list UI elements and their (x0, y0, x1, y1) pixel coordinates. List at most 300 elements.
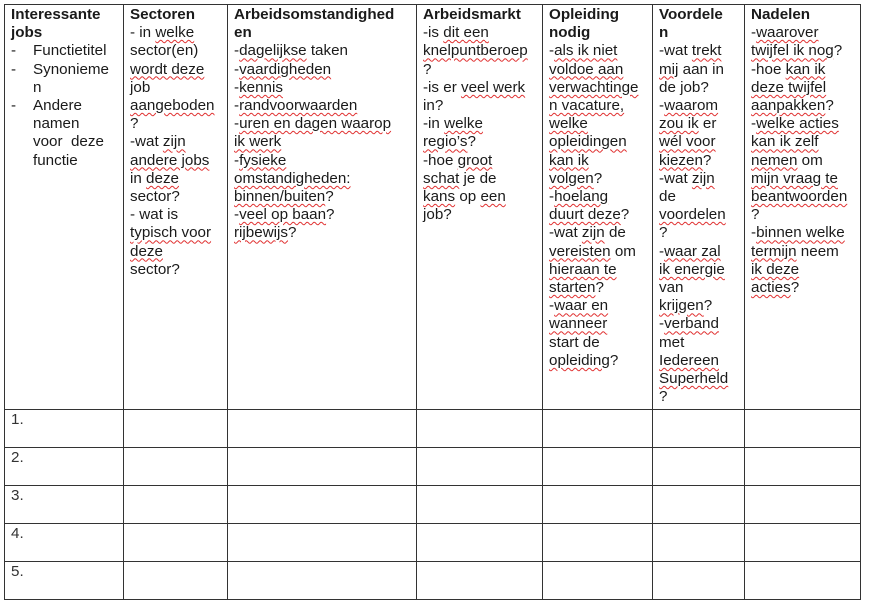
cell-text: - (234, 97, 240, 115)
cell-line (751, 42, 855, 60)
cell-text: ? (288, 224, 297, 242)
cell-line (130, 224, 222, 242)
cell-line (549, 315, 647, 333)
cell-line (751, 24, 855, 42)
table-cell[interactable] (124, 562, 228, 600)
title-line: Arbeidsomstandighed (234, 6, 395, 23)
spellcheck-flagged-text: uren en dagen waarop (239, 115, 392, 133)
table-cell[interactable] (124, 410, 228, 448)
cell-text: -wat (659, 42, 692, 60)
item-line: Functietitel (33, 42, 107, 60)
cell-text: ? (825, 97, 834, 115)
cell-line (549, 61, 647, 79)
cell-line (130, 170, 222, 188)
cell-text: ? (593, 169, 603, 187)
cell-line (549, 133, 647, 151)
cell-body (423, 24, 537, 224)
header-cell-labour-market[interactable] (417, 5, 543, 410)
cell-line (423, 115, 537, 133)
cell-text: ? (609, 351, 619, 369)
spellcheck-flagged-text: deze (146, 169, 179, 187)
list-item-text (33, 97, 104, 170)
cell-text: - (234, 206, 240, 224)
cell-line (659, 279, 739, 297)
spellcheck-flagged-text: mij (659, 60, 679, 78)
cell-text: ? (620, 206, 630, 224)
cell-line (423, 206, 537, 224)
cell-line (234, 224, 411, 242)
cell-text: je de (459, 169, 497, 187)
cell-text: -is er (423, 78, 461, 96)
cell-text: met (659, 333, 685, 351)
row-number-cell[interactable] (5, 410, 124, 448)
cell-line (549, 334, 647, 352)
cell-line (130, 188, 222, 206)
spellcheck-flagged-text: hoelang (554, 188, 609, 206)
cell-text: in (130, 169, 147, 187)
spellcheck-flagged-text: n vacature, (549, 97, 625, 115)
spellcheck-flagged-text: zijn (581, 224, 605, 242)
item-line: namen (33, 115, 80, 133)
spellcheck-flagged-text: dagelijkse (239, 42, 307, 60)
cell-line (130, 24, 222, 42)
cell-line (659, 115, 739, 133)
cell-text: op (455, 188, 481, 206)
cell-line (423, 170, 537, 188)
cell-line (659, 133, 739, 151)
cell-text: - (234, 60, 240, 78)
table-cell[interactable] (417, 524, 543, 562)
cell-line (751, 261, 855, 279)
cell-text: -wat (549, 224, 582, 242)
row-number-cell[interactable] (5, 448, 124, 486)
cell-text: -wat (659, 169, 692, 187)
cell-line (751, 115, 855, 133)
spellcheck-flagged-text: binnen welke (756, 224, 845, 242)
header-cell-working-conditions[interactable] (228, 5, 417, 410)
cell-text: ? (833, 42, 843, 60)
table-cell[interactable] (228, 486, 417, 524)
table-cell[interactable] (417, 410, 543, 448)
cell-line (234, 206, 411, 224)
cell-line (234, 188, 411, 206)
cell-line (549, 352, 647, 370)
spellcheck-flagged-text: voordelen (659, 206, 726, 224)
spellcheck-flagged-text: aangeboden (130, 97, 215, 115)
cell-line (130, 152, 222, 170)
cell-line (751, 243, 855, 261)
cell-line (130, 243, 222, 261)
column-title (659, 6, 739, 42)
cell-line (130, 206, 222, 224)
cell-line (659, 61, 739, 79)
table-cell[interactable] (543, 410, 653, 448)
cell-text: -in (423, 115, 445, 133)
cell-line (659, 206, 739, 224)
row-number: 2. (11, 449, 24, 466)
cell-text: - (234, 151, 240, 169)
jobs-table (4, 4, 861, 600)
table-cell[interactable] (124, 448, 228, 486)
spellcheck-flagged-text: twijfel ik nog (751, 42, 834, 60)
cell-text: aan in (678, 60, 725, 78)
title-line: en (234, 24, 252, 42)
spellcheck-flagged-text: omstandigheden: (234, 169, 351, 187)
spellcheck-flagged-text: waarover (756, 24, 819, 42)
spellcheck-flagged-text: krijgen (659, 297, 704, 315)
row-number-cell[interactable] (5, 486, 124, 524)
spellcheck-flagged-text: volgen (549, 169, 594, 187)
table-cell[interactable] (745, 524, 861, 562)
cell-line (659, 297, 739, 315)
header-row (5, 5, 861, 410)
header-cell-sectors[interactable] (124, 5, 228, 410)
cell-line (751, 133, 855, 151)
spellcheck-flagged-text: kiezen (659, 151, 703, 169)
table-cell[interactable] (228, 410, 417, 448)
cell-text: ? (423, 60, 432, 78)
title-line: Voordele (659, 6, 723, 23)
cell-text: - (751, 24, 757, 42)
table-row (5, 524, 861, 562)
spellcheck-flagged-text: randvoorwaarden (239, 97, 358, 115)
spellcheck-flagged-text: wél voor (659, 133, 716, 151)
cell-line (549, 297, 647, 315)
cell-text: ? (595, 279, 604, 297)
spellcheck-flagged-text: knelpuntberoep (423, 42, 528, 60)
table-cell[interactable] (745, 410, 861, 448)
cell-line (549, 279, 647, 297)
spellcheck-flagged-text: waar en (554, 297, 609, 315)
cell-line (130, 261, 222, 279)
cell-line (659, 261, 739, 279)
cell-text: ? (659, 224, 668, 242)
cell-text: de (659, 188, 676, 206)
cell-text: job (130, 78, 151, 96)
spellcheck-flagged-text: regio’s (423, 133, 468, 151)
spellcheck-flagged-text: verwachtinge (549, 78, 639, 96)
cell-text: - (659, 315, 665, 333)
cell-text: taken (306, 42, 348, 60)
spellcheck-flagged-text: welke (549, 115, 588, 133)
spellcheck-flagged-text: vereisten (549, 242, 611, 260)
header-cell-training-needed[interactable] (543, 5, 653, 410)
cell-line (751, 79, 855, 97)
cell-text: ? (751, 206, 760, 224)
spellcheck-flagged-text: zou ik (659, 115, 699, 133)
cell-line (659, 315, 739, 333)
table-cell[interactable] (417, 486, 543, 524)
column-title (751, 6, 855, 24)
table-row (5, 562, 861, 600)
cell-body (130, 24, 222, 279)
table-cell[interactable] (745, 448, 861, 486)
cell-text: neem (796, 242, 839, 260)
dash-bullet: - (11, 42, 17, 60)
list-item-text (33, 61, 109, 97)
cell-text: start de (549, 333, 600, 351)
table-cell[interactable] (417, 562, 543, 600)
list-item (11, 61, 118, 97)
spellcheck-flagged-text: zijn (162, 133, 186, 151)
cell-line (130, 79, 222, 97)
spellcheck-flagged-text: trekt (691, 42, 722, 60)
spellcheck-flagged-text: starten (549, 279, 596, 297)
row-number: 4. (11, 525, 24, 542)
cell-body (549, 42, 647, 370)
cell-text: - (659, 242, 665, 260)
cell-text: ? (790, 279, 800, 297)
spellcheck-flagged-text: opleidingen (549, 133, 627, 151)
cell-line (234, 133, 411, 151)
cell-text: - (234, 42, 240, 60)
cell-line (130, 61, 222, 79)
title-line: Sectoren (130, 6, 195, 23)
table-cell[interactable] (543, 562, 653, 600)
cell-text: - (751, 115, 757, 133)
cell-line (659, 334, 739, 352)
cell-line (234, 170, 411, 188)
table-cell[interactable] (543, 524, 653, 562)
cell-text: ? (467, 133, 476, 151)
cell-body (659, 42, 739, 406)
cell-line (234, 97, 411, 115)
spellcheck-flagged-text: een (480, 188, 506, 206)
header-cell-disadvantages[interactable] (745, 5, 861, 410)
cell-text: - in (130, 24, 156, 42)
dash-bullet: - (11, 60, 17, 78)
table-cell[interactable] (228, 524, 417, 562)
list-item (11, 42, 118, 60)
spellcheck-flagged-text: kan ik (549, 151, 589, 169)
spellcheck-flagged-text: andere jobs (130, 151, 210, 169)
table-cell[interactable] (745, 486, 861, 524)
cell-line (549, 42, 647, 60)
dash-list (11, 42, 118, 169)
cell-line (659, 152, 739, 170)
cell-text: ? (659, 388, 668, 406)
spellcheck-flagged-text: Iedereen (659, 351, 719, 369)
cell-text: de job? (659, 78, 709, 96)
item-line: voor deze (33, 133, 104, 151)
spellcheck-flagged-text: waarom (664, 97, 719, 115)
cell-text: om (610, 242, 636, 260)
cell-line (549, 170, 647, 188)
cell-line (659, 224, 739, 242)
cell-line (659, 170, 739, 188)
cell-line (130, 42, 222, 60)
cell-line (751, 97, 855, 115)
spellcheck-flagged-text: kan ik zelf (751, 133, 819, 151)
table-row (5, 410, 861, 448)
cell-line (751, 188, 855, 206)
cell-text: er (698, 115, 717, 133)
cell-text: van (659, 279, 684, 297)
spellcheck-flagged-text: mijn vraag te (751, 169, 838, 187)
column-title (234, 6, 411, 42)
cell-line (234, 79, 411, 97)
cell-text: de (604, 224, 626, 242)
cell-line (751, 224, 855, 242)
spellcheck-flagged-text: ik deze (751, 260, 800, 278)
table-cell[interactable] (543, 448, 653, 486)
table-cell[interactable] (417, 448, 543, 486)
spellcheck-flagged-text: deze twijfel (751, 78, 827, 96)
title-line: jobs (11, 24, 43, 42)
column-title (423, 6, 537, 24)
cell-line (751, 61, 855, 79)
item-line: Synonieme (33, 60, 109, 78)
spellcheck-flagged-text: ik energie (659, 260, 725, 278)
cell-text: ? (130, 115, 139, 133)
cell-text: - (234, 78, 240, 96)
table-cell[interactable] (124, 486, 228, 524)
table-row (5, 448, 861, 486)
cell-line (549, 261, 647, 279)
table-row (5, 486, 861, 524)
cell-text: job? (423, 206, 452, 224)
table-cell[interactable] (653, 524, 745, 562)
table-cell[interactable] (228, 448, 417, 486)
cell-line (423, 188, 537, 206)
cell-text: ? (325, 188, 334, 206)
spellcheck-flagged-text: schat (423, 169, 460, 187)
spellcheck-flagged-text: beantwoorden (751, 188, 848, 206)
cell-line (423, 152, 537, 170)
spellcheck-flagged-text: binnen/buiten (234, 188, 326, 206)
cell-line (549, 115, 647, 133)
cell-line (549, 152, 647, 170)
header-cell-advantages[interactable] (653, 5, 745, 410)
cell-text: ? (703, 297, 713, 315)
cell-text: -wat (130, 133, 163, 151)
column-title (11, 6, 118, 42)
cell-text: sector(en) (130, 42, 199, 60)
cell-line (423, 61, 537, 79)
spellcheck-flagged-text: hieraan te (549, 260, 617, 278)
table-cell[interactable] (228, 562, 417, 600)
spellcheck-flagged-text: deze (130, 242, 163, 260)
spellcheck-flagged-text: welke acties (756, 115, 839, 133)
row-number-cell[interactable] (5, 562, 124, 600)
cell-line (234, 115, 411, 133)
spellcheck-flagged-text: waar zal (664, 242, 721, 260)
spellcheck-flagged-text: aanpakken (751, 97, 826, 115)
spellcheck-flagged-text: welke (155, 24, 195, 42)
table-cell[interactable] (653, 448, 745, 486)
title-line: Nadelen (751, 6, 811, 23)
spellcheck-flagged-text: nemen (751, 151, 798, 169)
spellcheck-flagged-text: voldoe aan (549, 60, 624, 78)
cell-line (423, 79, 537, 97)
column-title (130, 6, 222, 24)
row-number: 1. (11, 411, 24, 428)
cell-text: - (751, 224, 757, 242)
item-line: n (33, 78, 42, 96)
spellcheck-flagged-text: dit een (443, 24, 489, 42)
cell-line (549, 79, 647, 97)
cell-line (659, 79, 739, 97)
cell-line (423, 133, 537, 151)
cell-line (659, 370, 739, 388)
title-line: nodig (549, 24, 591, 42)
cell-line (751, 279, 855, 297)
cell-text: - wat is (130, 206, 179, 224)
spellcheck-flagged-text: zijn (691, 169, 715, 187)
cell-line (423, 97, 537, 115)
header-cell-interesting-jobs[interactable] (5, 5, 124, 410)
title-line: Arbeidsmarkt (423, 6, 521, 23)
table-cell[interactable] (124, 524, 228, 562)
cell-line (751, 206, 855, 224)
cell-line (549, 243, 647, 261)
spellcheck-flagged-text: veel werk (460, 78, 526, 96)
cell-line (549, 188, 647, 206)
spellcheck-flagged-text: vaardigheden (239, 60, 332, 78)
list-item-text (33, 42, 106, 60)
cell-text: - (659, 97, 665, 115)
cell-line (423, 24, 537, 42)
cell-line (130, 133, 222, 151)
cell-text: sector? (130, 188, 180, 206)
spellcheck-flagged-text: veel op baan (239, 206, 327, 224)
spellcheck-flagged-text: wanneer (549, 315, 608, 333)
spellcheck-flagged-text: kennis (239, 78, 283, 96)
cell-text: ? (326, 206, 335, 224)
spellcheck-flagged-text: ik werk (234, 133, 282, 151)
table-cell[interactable] (653, 410, 745, 448)
cell-body (751, 24, 855, 297)
cell-line (130, 97, 222, 115)
row-number-cell[interactable] (5, 524, 124, 562)
table-cell[interactable] (745, 562, 861, 600)
cell-line (659, 188, 739, 206)
table-cell[interactable] (543, 486, 653, 524)
spellcheck-flagged-text: kan ik (785, 60, 826, 78)
column-title (549, 6, 647, 42)
row-number: 5. (11, 563, 24, 580)
cell-text: - (549, 297, 555, 315)
table-cell[interactable] (653, 486, 745, 524)
item-line: Andere (33, 97, 82, 115)
spellcheck-flagged-text: groot (457, 151, 493, 169)
table-cell[interactable] (653, 562, 745, 600)
cell-line (549, 97, 647, 115)
spellcheck-flagged-text: termijn (751, 242, 797, 260)
cell-line (659, 388, 739, 406)
dash-bullet: - (11, 97, 17, 115)
cell-line (234, 152, 411, 170)
row-number: 3. (11, 487, 24, 504)
cell-line (549, 206, 647, 224)
cell-text: om (797, 151, 823, 169)
title-line: n (659, 24, 669, 42)
cell-line (751, 170, 855, 188)
cell-line (659, 352, 739, 370)
list-item (11, 97, 118, 170)
cell-text: ? (702, 151, 712, 169)
spellcheck-flagged-text: kans (423, 188, 456, 206)
spellcheck-flagged-text: rijbewijs (234, 224, 289, 242)
cell-text: -hoe (751, 60, 786, 78)
cell-text: - (549, 188, 555, 206)
cell-line (751, 152, 855, 170)
cell-text: -hoe (423, 151, 458, 169)
cell-text: sector? (130, 260, 180, 278)
spellcheck-flagged-text: wordt deze (130, 60, 205, 78)
spellcheck-flagged-text: als ik niet (554, 42, 618, 60)
cell-text: -is (423, 24, 444, 42)
